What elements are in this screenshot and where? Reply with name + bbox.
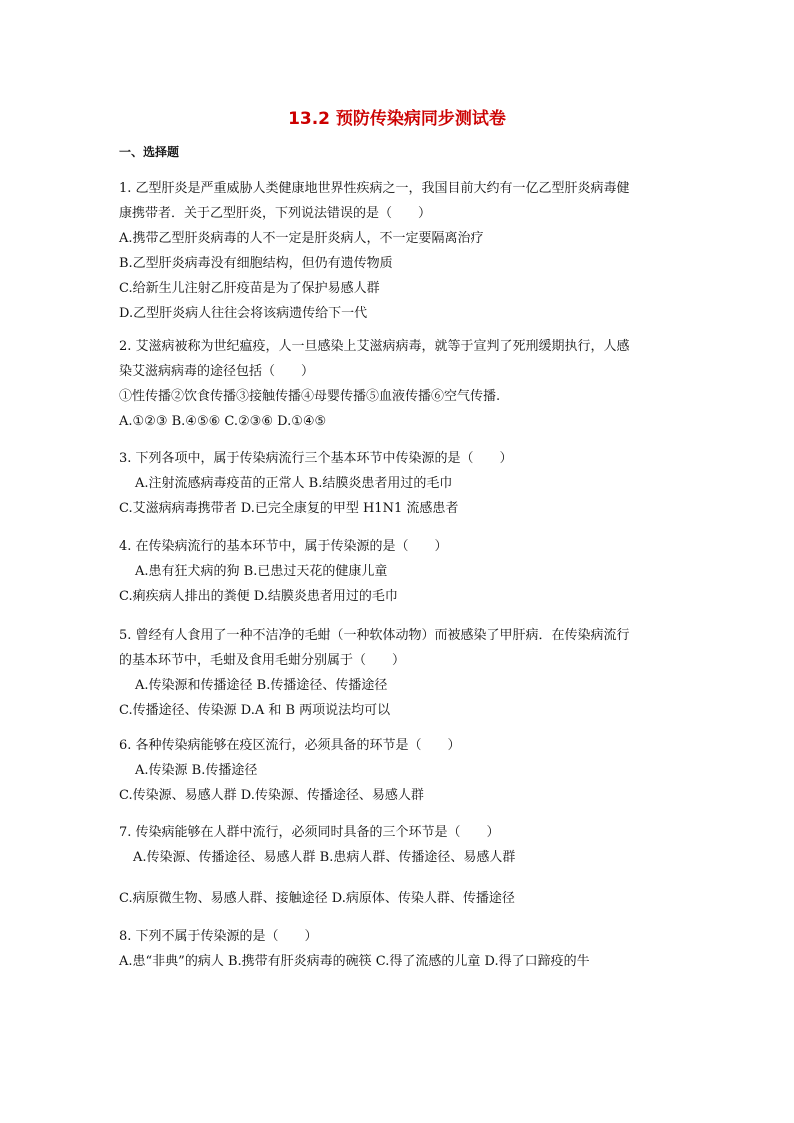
option-line: A.患“非典”的病人 B.携带有肝炎病毒的碗筷 C.得了流感的儿童 D.得了口蹄疫的牛 bbox=[119, 954, 590, 969]
question-stem: 5. 曾经有人食用了一种不洁净的毛蚶（一种软体动物）而被感染了甲肝病．在传染病流行 bbox=[119, 628, 630, 643]
question-6 bbox=[119, 733, 679, 808]
question-stem: 的基本环节中，毛蚶及食用毛蚶分别属于（ ） bbox=[119, 653, 406, 668]
question-stem: 1. 乙型肝炎是严重威胁人类健康地世界性疾病之一，我国目前大约有一亿乙型肝炎病毒健 bbox=[119, 181, 630, 196]
question-4 bbox=[119, 534, 679, 609]
option-b: B.乙型肝炎病毒没有细胞结构，但仍有遗传物质 bbox=[119, 256, 393, 271]
option-line: C.病原微生物、易感人群、接触途径 D.病原体、传染人群、传播途径 bbox=[119, 891, 515, 906]
page-title: 13.2 预防传染病同步测试卷 bbox=[288, 109, 506, 129]
question-2 bbox=[119, 334, 679, 434]
option-a: A.携带乙型肝炎病毒的人不一定是肝炎病人，不一定要隔离治疗 bbox=[119, 231, 484, 246]
question-5 bbox=[119, 623, 679, 723]
question-3 bbox=[119, 446, 679, 521]
question-stem: 3. 下列各项中，属于传染病流行三个基本环节中传染源的是（ ） bbox=[119, 451, 513, 466]
option-line: C.痢疾病人排出的粪便 D.结膜炎患者用过的毛巾 bbox=[119, 589, 398, 604]
option-line: A.传染源 B.传播途径 bbox=[135, 763, 258, 778]
question-note: ①性传播②饮食传播③接触传播④母婴传播⑤血液传播⑥空气传播. bbox=[119, 389, 501, 404]
section-heading: 一、选择题 bbox=[119, 145, 180, 159]
question-stem: 7. 传染病能够在人群中流行，必须同时具备的三个环节是（ ） bbox=[119, 825, 500, 840]
option-line: A.患有狂犬病的狗 B.已患过天花的健康儿童 bbox=[135, 564, 388, 579]
question-stem: 4. 在传染病流行的基本环节中，属于传染源的是（ ） bbox=[119, 539, 448, 554]
option-line: A.传染源、传播途径、易感人群 B.患病人群、传播途径、易感人群 bbox=[133, 850, 516, 865]
option-line: C.传播途径、传染源 D.A 和 B 两项说法均可以 bbox=[119, 703, 391, 718]
question-stem: 康携带者．关于乙型肝炎，下列说法错误的是（ ） bbox=[119, 206, 432, 221]
question-1 bbox=[119, 176, 679, 326]
option-d: D.乙型肝炎病人往往会将该病遗传给下一代 bbox=[119, 306, 368, 321]
option-line: C.艾滋病病毒携带者 D.已完全康复的甲型 H1N1 流感患者 bbox=[119, 501, 459, 516]
question-8 bbox=[119, 924, 679, 974]
question-stem: 染艾滋病病毒的途径包括（ ） bbox=[119, 364, 315, 379]
question-7 bbox=[119, 820, 679, 911]
option-line: C.传染源、易感人群 D.传染源、传播途径、易感人群 bbox=[119, 788, 424, 803]
option-c: C.给新生儿注射乙肝疫苗是为了保护易感人群 bbox=[119, 281, 380, 296]
option-line: A.注射流感病毒疫苗的正常人 B.结膜炎患者用过的毛巾 bbox=[135, 476, 453, 491]
option-line: A.①②③ B.④⑤⑥ C.②③⑥ D.①④⑤ bbox=[119, 414, 327, 429]
question-stem: 6. 各种传染病能够在疫区流行，必须具备的环节是（ ） bbox=[119, 738, 461, 753]
question-stem: 8. 下列不属于传染源的是（ ） bbox=[119, 929, 318, 944]
option-line: A.传染源和传播途径 B.传播途径、传播途径 bbox=[135, 678, 388, 693]
question-stem: 2. 艾滋病被称为世纪瘟疫，人一旦感染上艾滋病病毒，就等于宣判了死刑缓期执行，人感 bbox=[119, 339, 630, 354]
